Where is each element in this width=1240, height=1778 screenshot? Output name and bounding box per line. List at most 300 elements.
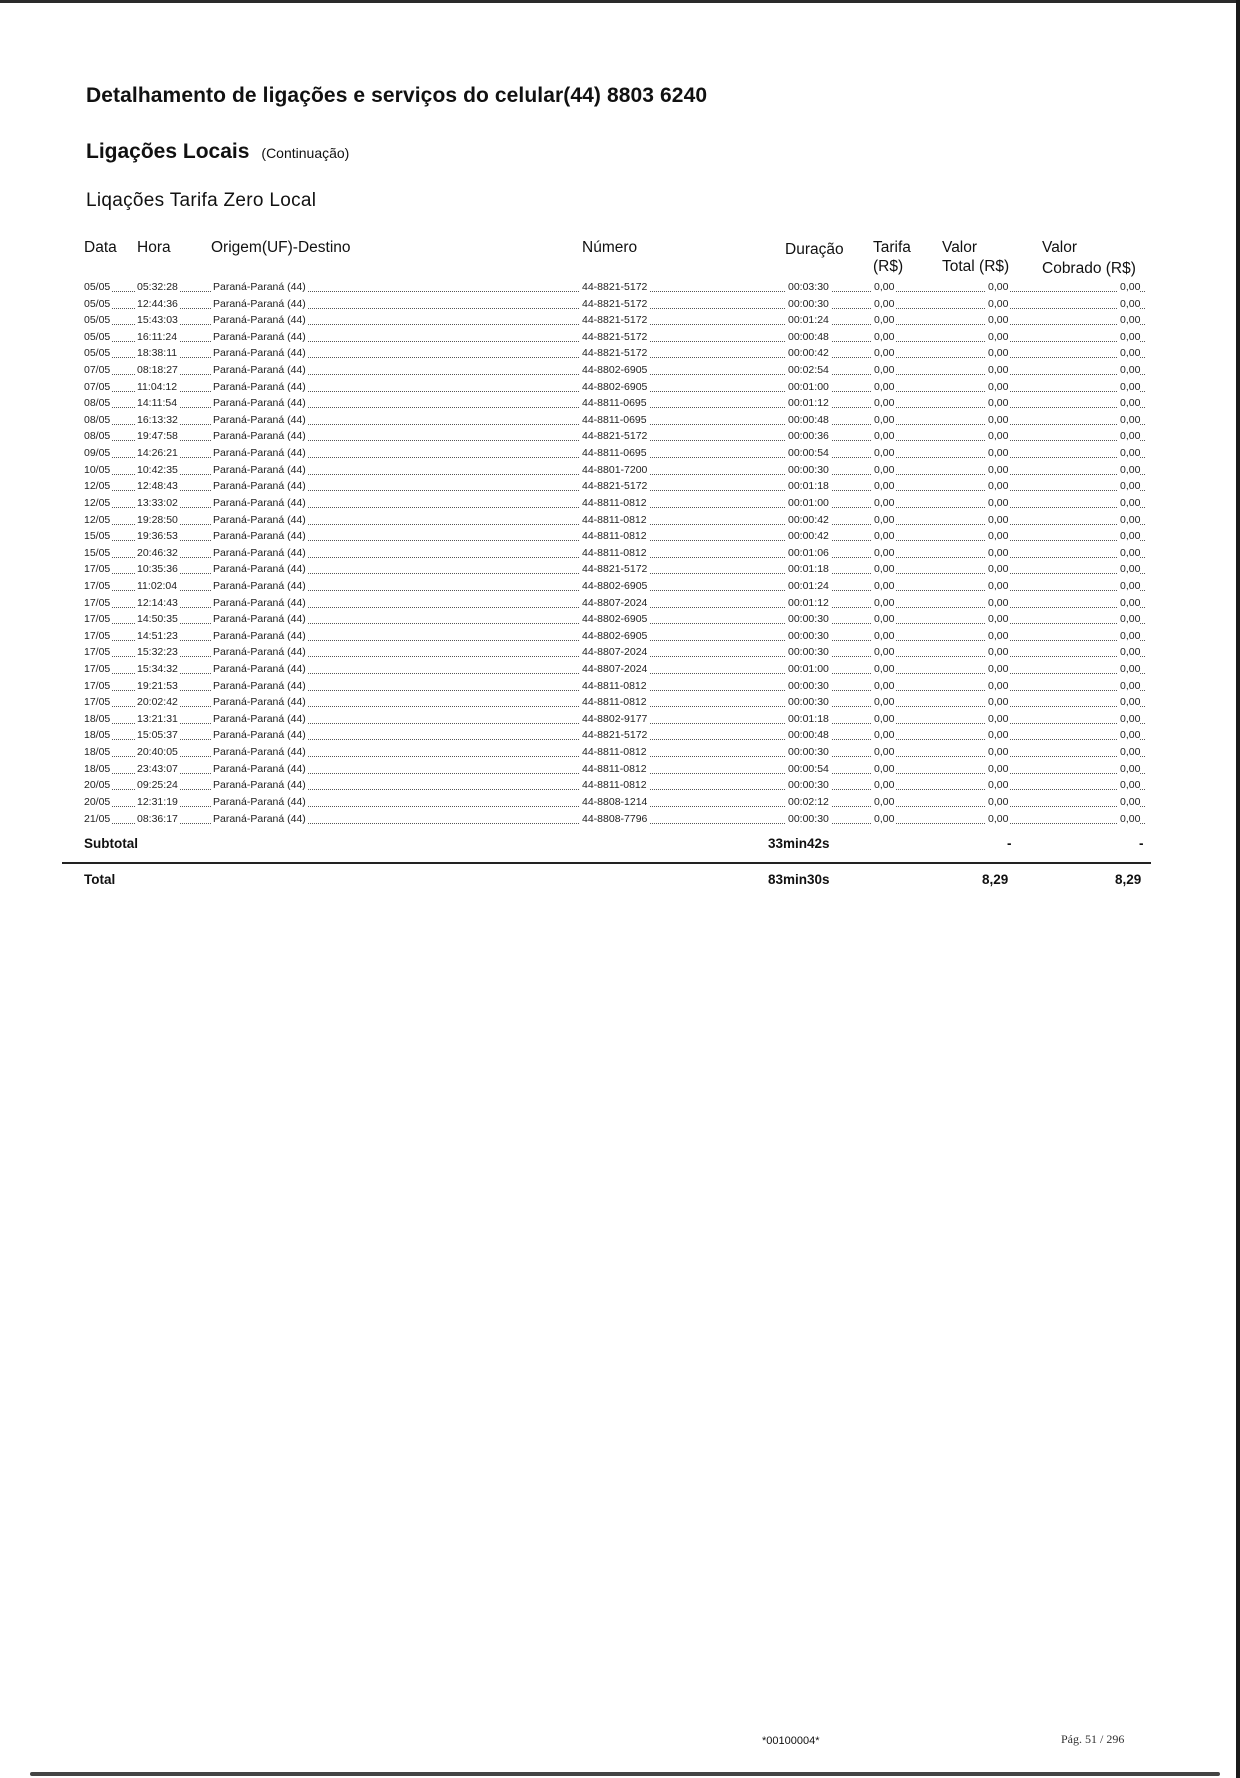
table-row (0, 795, 1240, 812)
cell-hora: 05:32:28 (137, 281, 178, 293)
cell-hora: 13:21:31 (137, 712, 178, 725)
column-header-numero: Número (582, 239, 638, 256)
cell-valor-cobrado: 0,00 (1120, 795, 1141, 808)
cell-duracao: 00:00:30 (788, 696, 829, 709)
cell-hora: 20:40:05 (137, 746, 178, 759)
table-row (0, 363, 1240, 380)
cell-tarifa: 0,00 (874, 447, 895, 460)
cell-origem: Paraná-Paraná (44) (213, 463, 306, 476)
cell-tarifa: 0,00 (874, 596, 895, 609)
cell-numero: 44-8811-0695 (582, 397, 647, 410)
cell-hora: 14:11:54 (137, 397, 178, 410)
cell-data: 17/05 (84, 696, 111, 709)
table-row (0, 396, 1240, 413)
cell-hora: 19:21:53 (137, 679, 178, 692)
table-row (0, 479, 1240, 496)
column-header-hora: Hora (137, 239, 171, 256)
cell-data: 15/05 (84, 530, 111, 543)
table-row (0, 645, 1240, 662)
cell-numero: 44-8811-0812 (582, 546, 647, 559)
cell-numero: 44-8807-2024 (582, 596, 648, 609)
subtotal-valor-cobrado: - (1139, 836, 1144, 851)
cell-valor-cobrado: 0,00 (1120, 729, 1141, 742)
cell-valor-total: 0,00 (988, 629, 1009, 642)
cell-valor-total: 0,00 (988, 463, 1009, 476)
column-header-data: Data (84, 239, 117, 256)
cell-numero: 44-8808-1214 (582, 795, 648, 808)
cell-tarifa: 0,00 (874, 364, 895, 377)
calls-table (0, 280, 1240, 828)
table-row (0, 463, 1240, 480)
cell-valor-total: 0,00 (988, 314, 1009, 327)
barcode-number: *00100004* (762, 1735, 820, 1747)
cell-tarifa: 0,00 (874, 480, 895, 493)
cell-data: 18/05 (84, 729, 111, 742)
cell-hora: 15:34:32 (137, 663, 178, 676)
cell-tarifa: 0,00 (874, 812, 895, 825)
cell-duracao: 00:00:30 (788, 629, 829, 642)
cell-valor-total: 0,00 (988, 480, 1009, 493)
cell-numero: 44-8802-6905 (582, 613, 648, 626)
cell-hora: 09:25:24 (137, 779, 178, 792)
subsection-heading: Liqações Tarifa Zero Local (86, 190, 317, 211)
cell-data: 08/05 (84, 397, 111, 410)
cell-valor-total: 0,00 (988, 696, 1009, 709)
cell-hora: 20:46:32 (137, 546, 178, 559)
cell-origem: Paraná-Paraná (44) (213, 364, 306, 377)
cell-numero: 44-8821-5172 (582, 347, 648, 360)
cell-hora: 14:50:35 (137, 613, 178, 626)
scan-edge-right (1236, 0, 1240, 1778)
cell-valor-total: 0,00 (988, 795, 1009, 808)
cell-data: 20/05 (84, 795, 111, 808)
section-title: Ligações Locais (86, 140, 250, 163)
column-header-valor-total-line2: Total (R$) (942, 258, 1010, 275)
cell-hora: 16:11:24 (137, 330, 178, 343)
table-row (0, 762, 1240, 779)
cell-tarifa: 0,00 (874, 629, 895, 642)
cell-tarifa: 0,00 (874, 579, 895, 592)
column-header-valor-total-line1: Valor (942, 239, 978, 256)
cell-origem: Paraná-Paraná (44) (213, 297, 306, 310)
cell-duracao: 00:01:06 (788, 546, 829, 559)
cell-hora: 12:48:43 (137, 480, 178, 493)
cell-numero: 44-8821-5172 (582, 430, 648, 443)
cell-valor-total: 0,00 (988, 413, 1009, 426)
cell-valor-cobrado: 0,00 (1120, 563, 1141, 576)
cell-origem: Paraná-Paraná (44) (213, 397, 306, 410)
column-header-valor-cobrado-line2: Cobrado (R$) (1042, 260, 1136, 277)
cell-numero: 44-8802-6905 (582, 629, 648, 642)
cell-valor-total: 0,00 (988, 613, 1009, 626)
cell-valor-cobrado: 0,00 (1120, 546, 1141, 559)
cell-tarifa: 0,00 (874, 795, 895, 808)
cell-data: 05/05 (84, 330, 111, 343)
cell-hora: 15:05:37 (137, 729, 178, 742)
cell-numero: 44-8802-9177 (582, 712, 648, 725)
table-row (0, 496, 1240, 513)
cell-data: 07/05 (84, 380, 111, 393)
cell-valor-cobrado: 0,00 (1120, 297, 1141, 310)
cell-origem: Paraná-Paraná (44) (213, 413, 306, 426)
cell-origem: Paraná-Paraná (44) (213, 496, 306, 509)
column-header-valor-cobrado (1042, 238, 1136, 278)
cell-origem: Paraná-Paraná (44) (213, 579, 306, 592)
cell-data: 12/05 (84, 513, 111, 526)
cell-valor-total: 0,00 (988, 812, 1009, 825)
cell-valor-total: 0,00 (988, 447, 1009, 460)
cell-origem: Paraná-Paraná (44) (213, 546, 306, 559)
cell-valor-total: 0,00 (988, 663, 1009, 676)
cell-data: 12/05 (84, 480, 111, 493)
cell-hora: 15:32:23 (137, 646, 178, 659)
cell-tarifa: 0,00 (874, 712, 895, 725)
table-row (0, 562, 1240, 579)
cell-numero: 44-8821-5172 (582, 480, 648, 493)
cell-data: 05/05 (84, 281, 111, 293)
cell-numero: 44-8811-0812 (582, 746, 647, 759)
cell-origem: Paraná-Paraná (44) (213, 430, 306, 443)
cell-tarifa: 0,00 (874, 546, 895, 559)
cell-hora: 13:33:02 (137, 496, 178, 509)
cell-valor-cobrado: 0,00 (1120, 364, 1141, 377)
cell-hora: 20:02:42 (137, 696, 178, 709)
cell-origem: Paraná-Paraná (44) (213, 629, 306, 642)
cell-tarifa: 0,00 (874, 762, 895, 775)
cell-hora: 08:18:27 (137, 364, 178, 377)
table-row (0, 745, 1240, 762)
cell-origem: Paraná-Paraná (44) (213, 447, 306, 460)
cell-hora: 14:51:23 (137, 629, 178, 642)
cell-origem: Paraná-Paraná (44) (213, 729, 306, 742)
cell-valor-cobrado: 0,00 (1120, 330, 1141, 343)
cell-numero: 44-8802-6905 (582, 364, 648, 377)
cell-valor-total: 0,00 (988, 380, 1009, 393)
table-row (0, 546, 1240, 563)
cell-hora: 12:44:36 (137, 297, 178, 310)
table-row (0, 662, 1240, 679)
table-row (0, 728, 1240, 745)
cell-origem: Paraná-Paraná (44) (213, 563, 306, 576)
cell-valor-total: 0,00 (988, 579, 1009, 592)
cell-numero: 44-8821-5172 (582, 281, 648, 293)
cell-valor-cobrado: 0,00 (1120, 413, 1141, 426)
cell-origem: Paraná-Paraná (44) (213, 795, 306, 808)
cell-numero: 44-8821-5172 (582, 563, 648, 576)
cell-tarifa: 0,00 (874, 729, 895, 742)
cell-data: 05/05 (84, 347, 111, 360)
cell-hora: 11:02:04 (137, 579, 178, 592)
table-row (0, 513, 1240, 530)
cell-valor-cobrado: 0,00 (1120, 646, 1141, 659)
table-row (0, 429, 1240, 446)
column-header-tarifa-line1: Tarifa (873, 239, 911, 256)
cell-data: 17/05 (84, 579, 111, 592)
cell-data: 07/05 (84, 364, 111, 377)
cell-origem: Paraná-Paraná (44) (213, 347, 306, 360)
cell-valor-total: 0,00 (988, 596, 1009, 609)
table-row (0, 413, 1240, 430)
cell-valor-total: 0,00 (988, 430, 1009, 443)
cell-valor-total: 0,00 (988, 281, 1009, 293)
cell-data: 17/05 (84, 613, 111, 626)
cell-tarifa: 0,00 (874, 530, 895, 543)
cell-origem: Paraná-Paraná (44) (213, 613, 306, 626)
total-valor-total: 8,29 (982, 872, 1009, 887)
cell-data: 20/05 (84, 779, 111, 792)
cell-valor-cobrado: 0,00 (1120, 812, 1141, 825)
cell-data: 12/05 (84, 496, 111, 509)
total-divider (62, 862, 1151, 864)
total-label: Total (84, 872, 116, 887)
cell-hora: 12:31:19 (137, 795, 178, 808)
cell-valor-cobrado: 0,00 (1120, 380, 1141, 393)
cell-tarifa: 0,00 (874, 281, 895, 293)
cell-data: 17/05 (84, 646, 111, 659)
cell-tarifa: 0,00 (874, 297, 895, 310)
cell-numero: 44-8811-0812 (582, 679, 647, 692)
cell-valor-cobrado: 0,00 (1120, 281, 1141, 293)
cell-numero: 44-8821-5172 (582, 330, 648, 343)
cell-data: 05/05 (84, 314, 111, 327)
cell-duracao: 00:01:18 (788, 480, 829, 493)
cell-valor-cobrado: 0,00 (1120, 480, 1141, 493)
cell-valor-total: 0,00 (988, 297, 1009, 310)
table-row (0, 529, 1240, 546)
cell-origem: Paraná-Paraná (44) (213, 330, 306, 343)
scan-edge-top (0, 0, 1240, 3)
cell-data: 17/05 (84, 596, 111, 609)
cell-valor-cobrado: 0,00 (1120, 746, 1141, 759)
cell-duracao: 00:03:30 (788, 281, 829, 293)
cell-valor-cobrado: 0,00 (1120, 596, 1141, 609)
cell-tarifa: 0,00 (874, 746, 895, 759)
cell-numero: 44-8811-0812 (582, 696, 647, 709)
cell-valor-cobrado: 0,00 (1120, 463, 1141, 476)
cell-valor-cobrado: 0,00 (1120, 779, 1141, 792)
cell-numero: 44-8811-0812 (582, 513, 647, 526)
cell-numero: 44-8811-0812 (582, 762, 647, 775)
cell-duracao: 00:01:00 (788, 380, 829, 393)
cell-origem: Paraná-Paraná (44) (213, 812, 306, 825)
cell-data: 10/05 (84, 463, 111, 476)
cell-valor-cobrado: 0,00 (1120, 696, 1141, 709)
cell-tarifa: 0,00 (874, 496, 895, 509)
cell-origem: Paraná-Paraná (44) (213, 746, 306, 759)
cell-origem: Paraná-Paraná (44) (213, 779, 306, 792)
cell-valor-cobrado: 0,00 (1120, 712, 1141, 725)
cell-hora: 19:47:58 (137, 430, 178, 443)
cell-tarifa: 0,00 (874, 380, 895, 393)
cell-duracao: 00:00:30 (788, 463, 829, 476)
cell-numero: 44-8811-0812 (582, 530, 647, 543)
cell-valor-cobrado: 0,00 (1120, 513, 1141, 526)
table-row (0, 346, 1240, 363)
cell-valor-cobrado: 0,00 (1120, 629, 1141, 642)
cell-valor-cobrado: 0,00 (1120, 679, 1141, 692)
cell-numero: 44-8802-6905 (582, 579, 648, 592)
cell-duracao: 00:00:42 (788, 530, 829, 543)
page-number: Pág. 51 / 296 (1061, 1732, 1125, 1746)
cell-hora: 11:04:12 (137, 380, 178, 393)
table-row (0, 280, 1240, 297)
table-row (0, 380, 1240, 397)
cell-valor-cobrado: 0,00 (1120, 314, 1141, 327)
cell-valor-cobrado: 0,00 (1120, 579, 1141, 592)
cell-data: 17/05 (84, 679, 111, 692)
cell-tarifa: 0,00 (874, 679, 895, 692)
cell-valor-cobrado: 0,00 (1120, 762, 1141, 775)
cell-tarifa: 0,00 (874, 314, 895, 327)
cell-data: 18/05 (84, 746, 111, 759)
cell-origem: Paraná-Paraná (44) (213, 696, 306, 709)
section-heading (86, 140, 349, 164)
cell-origem: Paraná-Paraná (44) (213, 663, 306, 676)
cell-duracao: 00:00:36 (788, 430, 829, 443)
cell-numero: 44-8807-2024 (582, 663, 648, 676)
cell-data: 08/05 (84, 413, 111, 426)
cell-numero: 44-8811-0812 (582, 779, 647, 792)
cell-numero: 44-8802-6905 (582, 380, 648, 393)
cell-duracao: 00:00:54 (788, 447, 829, 460)
cell-duracao: 00:00:42 (788, 347, 829, 360)
cell-origem: Paraná-Paraná (44) (213, 530, 306, 543)
subtotal-label: Subtotal (84, 836, 138, 851)
cell-valor-total: 0,00 (988, 530, 1009, 543)
cell-hora: 23:43:07 (137, 762, 178, 775)
cell-hora: 19:36:53 (137, 530, 178, 543)
cell-duracao: 00:00:30 (788, 679, 829, 692)
column-header-valor-total (942, 238, 1009, 276)
cell-tarifa: 0,00 (874, 563, 895, 576)
cell-hora: 12:14:43 (137, 596, 178, 609)
cell-valor-cobrado: 0,00 (1120, 397, 1141, 410)
cell-duracao: 00:01:12 (788, 397, 829, 410)
cell-tarifa: 0,00 (874, 347, 895, 360)
cell-hora: 14:26:21 (137, 447, 178, 460)
cell-data: 18/05 (84, 762, 111, 775)
cell-valor-cobrado: 0,00 (1120, 430, 1141, 443)
cell-duracao: 00:02:54 (788, 364, 829, 377)
cell-origem: Paraná-Paraná (44) (213, 679, 306, 692)
cell-tarifa: 0,00 (874, 646, 895, 659)
cell-duracao: 00:00:30 (788, 812, 829, 825)
cell-duracao: 00:01:18 (788, 712, 829, 725)
table-row (0, 712, 1240, 729)
cell-hora: 19:28:50 (137, 513, 178, 526)
column-header-tarifa-line2: (R$) (873, 258, 904, 275)
cell-tarifa: 0,00 (874, 397, 895, 410)
cell-tarifa: 0,00 (874, 430, 895, 443)
cell-duracao: 00:00:30 (788, 613, 829, 626)
cell-duracao: 00:01:00 (788, 663, 829, 676)
cell-valor-total: 0,00 (988, 746, 1009, 759)
table-row (0, 812, 1240, 829)
cell-tarifa: 0,00 (874, 513, 895, 526)
cell-numero: 44-8811-0695 (582, 447, 647, 460)
cell-valor-total: 0,00 (988, 563, 1009, 576)
table-row (0, 679, 1240, 696)
column-header-valor-cobrado-line1: Valor (1042, 239, 1078, 256)
cell-duracao: 00:00:30 (788, 779, 829, 792)
total-valor-cobrado: 8,29 (1115, 872, 1142, 887)
cell-origem: Paraná-Paraná (44) (213, 513, 306, 526)
cell-tarifa: 0,00 (874, 463, 895, 476)
table-row (0, 612, 1240, 629)
cell-valor-total: 0,00 (988, 397, 1009, 410)
column-header-tarifa (873, 238, 911, 276)
cell-duracao: 00:00:30 (788, 646, 829, 659)
cell-valor-total: 0,00 (988, 496, 1009, 509)
cell-numero: 44-8811-0812 (582, 496, 647, 509)
cell-origem: Paraná-Paraná (44) (213, 646, 306, 659)
cell-tarifa: 0,00 (874, 663, 895, 676)
cell-numero: 44-8801-7200 (582, 463, 648, 476)
section-subtitle: (Continuação) (261, 145, 350, 161)
column-header-duracao: Duração (785, 241, 844, 258)
cell-numero: 44-8808-7796 (582, 812, 648, 825)
table-row (0, 596, 1240, 613)
cell-duracao: 00:00:48 (788, 729, 829, 742)
cell-data: 09/05 (84, 447, 111, 460)
cell-valor-cobrado: 0,00 (1120, 496, 1141, 509)
subtotal-duracao: 33min42s (768, 836, 830, 851)
cell-valor-total: 0,00 (988, 779, 1009, 792)
cell-data: 15/05 (84, 546, 111, 559)
table-row (0, 579, 1240, 596)
cell-numero: 44-8821-5172 (582, 314, 648, 327)
cell-hora: 10:42:35 (137, 463, 178, 476)
cell-duracao: 00:00:54 (788, 762, 829, 775)
cell-duracao: 00:01:24 (788, 579, 829, 592)
cell-valor-cobrado: 0,00 (1120, 530, 1141, 543)
cell-origem: Paraná-Paraná (44) (213, 480, 306, 493)
table-row (0, 330, 1240, 347)
cell-numero: 44-8821-5172 (582, 297, 648, 310)
table-row (0, 629, 1240, 646)
subtotal-valor-total: - (1007, 836, 1012, 851)
cell-hora: 10:35:36 (137, 563, 178, 576)
cell-valor-total: 0,00 (988, 330, 1009, 343)
cell-origem: Paraná-Paraná (44) (213, 596, 306, 609)
table-row (0, 446, 1240, 463)
cell-data: 17/05 (84, 629, 111, 642)
cell-valor-total: 0,00 (988, 679, 1009, 692)
page-title: Detalhamento de ligações e serviços do celular(44) 8803 6240 (86, 84, 708, 107)
cell-duracao: 00:00:30 (788, 297, 829, 310)
column-header-origem: Origem(UF)-Destino (211, 239, 351, 256)
cell-data: 21/05 (84, 812, 111, 825)
cell-origem: Paraná-Paraná (44) (213, 712, 306, 725)
cell-hora: 15:43:03 (137, 314, 178, 327)
cell-duracao: 00:02:12 (788, 795, 829, 808)
cell-data: 05/05 (84, 297, 111, 310)
cell-duracao: 00:01:00 (788, 496, 829, 509)
total-duracao: 83min30s (768, 872, 830, 887)
cell-origem: Paraná-Paraná (44) (213, 380, 306, 393)
scan-edge-bottom (30, 1772, 1220, 1776)
cell-tarifa: 0,00 (874, 330, 895, 343)
table-row (0, 778, 1240, 795)
cell-data: 18/05 (84, 712, 111, 725)
cell-valor-cobrado: 0,00 (1120, 663, 1141, 676)
cell-duracao: 00:00:48 (788, 330, 829, 343)
cell-data: 17/05 (84, 663, 111, 676)
cell-valor-total: 0,00 (988, 712, 1009, 725)
cell-valor-total: 0,00 (988, 347, 1009, 360)
cell-numero: 44-8811-0695 (582, 413, 647, 426)
cell-numero: 44-8821-5172 (582, 729, 648, 742)
